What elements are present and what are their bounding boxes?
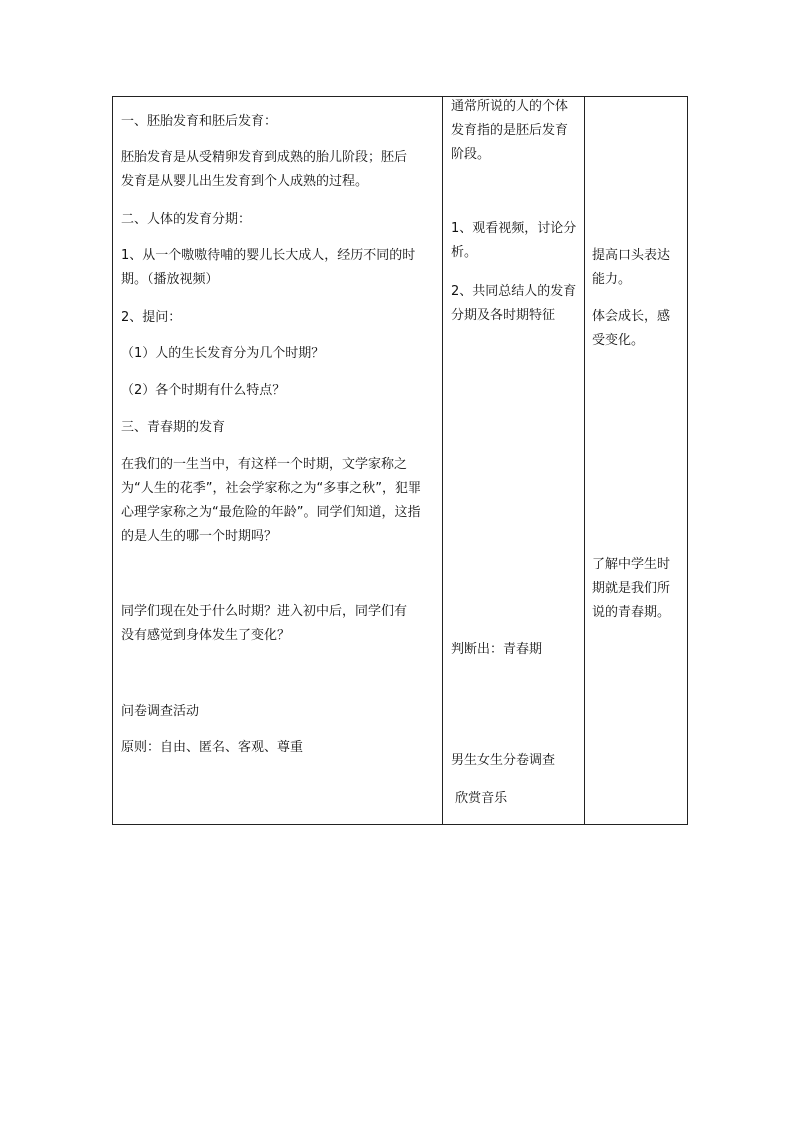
intent-understand-puberty: 了解中学生时 期就是我们所 说的青春期。 bbox=[592, 557, 671, 620]
activity-identify-puberty: 判断出：青春期 bbox=[451, 642, 543, 657]
activity-summarize-stages: 2、共同总结人的发育 分期及各时期特征 bbox=[451, 284, 577, 323]
embryo-definition-paragraph: 胚胎发育是从受精卵发育到成熟的胎儿阶段；胚后 发育是从婴儿出生发育到个人成熟的过程。 bbox=[121, 150, 408, 189]
column-divider bbox=[584, 97, 585, 824]
intent-experience-growth: 体会成长，感 受变化。 bbox=[592, 309, 671, 348]
activity-postnatal-definition: 通常所说的人的个体 发育指的是胚后发育 阶段。 bbox=[451, 99, 569, 162]
activity-enjoy-music: 欣赏音乐 bbox=[451, 791, 508, 806]
intent-oral-expression: 提高口头表达 能力。 bbox=[592, 248, 671, 287]
question-1: （1）人的生长发育分为几个时期？ bbox=[121, 346, 325, 361]
survey-principles: 原则：自由、匿名、客观、尊重 bbox=[121, 740, 304, 755]
column-divider bbox=[442, 97, 443, 824]
question-2: （2）各个时期有什么特点？ bbox=[121, 383, 286, 398]
stages-intro-paragraph: 1、从一个嗷嗷待哺的婴儿长大成人，经历不同的时 期。（播放视频） bbox=[121, 248, 416, 287]
activity-gender-survey: 男生女生分卷调查 bbox=[451, 753, 556, 768]
heading-development-stages: 二、人体的发育分期： bbox=[121, 212, 252, 227]
heading-puberty: 三、青春期的发育 bbox=[121, 420, 226, 435]
puberty-intro-paragraph: 在我们的一生当中，有这样一个时期，文学家称之 为“人生的花季”，社会学家称之为“多事之秋”，犯罪 心理学家称之为“最危险的年龄”。同学们知道，这指 的是人生的哪一个时期吗？ bbox=[121, 457, 421, 544]
question-label: 2、提问： bbox=[121, 310, 182, 325]
heading-embryo-development: 一、胚胎发育和胚后发育： bbox=[121, 114, 278, 129]
activity-watch-video: 1、观看视频，讨论分 析。 bbox=[451, 221, 577, 260]
survey-activity-label: 问卷调查活动 bbox=[121, 704, 200, 719]
current-stage-question: 同学们现在处于什么时期？进入初中后，同学们有 没有感觉到身体发生了变化？ bbox=[121, 604, 408, 643]
lesson-table bbox=[112, 96, 688, 825]
